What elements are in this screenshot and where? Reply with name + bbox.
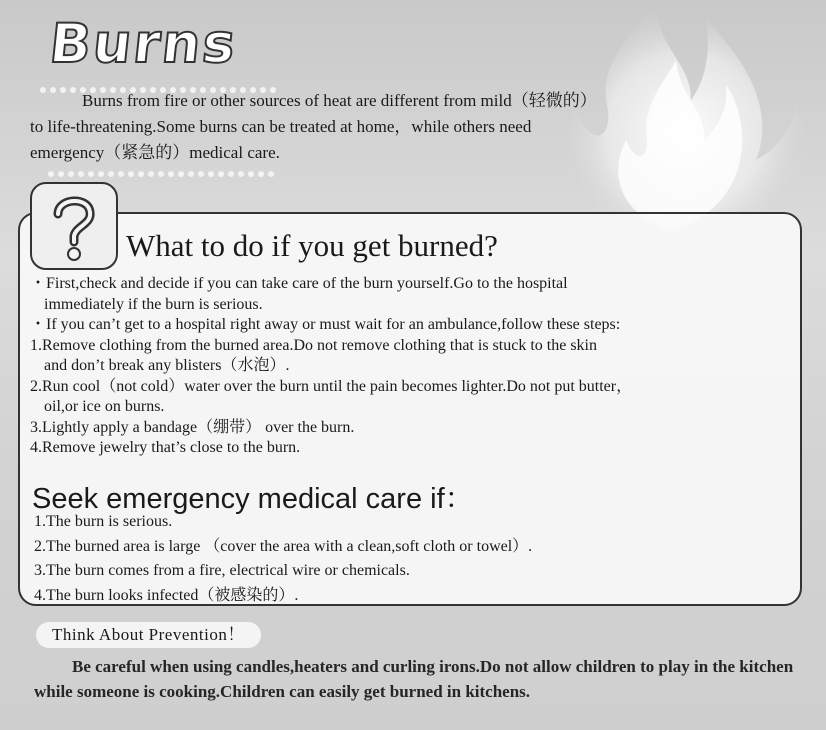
list-item: 1.Remove clothing from the burned area.Do not remove clothing that is stuck to the skin — [30, 336, 597, 354]
list-item: 3.The burn comes from a fire, electrical wire or chemicals. — [34, 562, 410, 579]
dotted-divider-bottom — [48, 164, 278, 172]
list-item: oil,or ice on burns. — [44, 398, 165, 415]
page-title: Burns — [46, 12, 241, 75]
seek-care-list — [34, 510, 794, 608]
title-block — [40, 6, 300, 86]
what-to-do-heading: What to do if you get burned? — [126, 228, 498, 263]
what-to-do-list — [30, 274, 800, 459]
intro-paragraph: Burns from fire or other sources of heat are different from mild（轻微的）to life-threatening.Some burns can be treated at home，while others need emergency（紧急的）medical care. — [30, 91, 589, 162]
list-item: 4.Remove jewelry that’s close to the burn. — [30, 439, 301, 456]
prevention-paragraph: Be careful when using candles,heaters and curling irons.Do not allow children to play in the kitchen while someone is cooking.Children can easily get burned in kitchens. — [34, 657, 794, 701]
prevention-label: Think About Prevention！ — [36, 622, 261, 648]
list-item: 2.The burned area is large （cover the area with a clean,soft cloth or towel）. — [34, 537, 533, 555]
list-item: and don’t break any blisters（水泡）. — [44, 357, 290, 374]
list-item: ・First,check and decide if you can take care of the burn yourself.Go to the hospital — [30, 275, 568, 292]
list-item: 1.The burn is serious. — [34, 513, 173, 530]
seek-care-heading: Seek emergency medical care if： — [32, 483, 474, 515]
question-mark-icon — [30, 182, 118, 270]
list-item: ・If you can’t get to a hospital right away or must wait for an ambulance,follow these steps: — [30, 316, 621, 333]
list-item: 4.The burn looks infected（被感染的）. — [34, 586, 299, 604]
list-item: immediately if the burn is serious. — [44, 295, 263, 313]
dotted-divider-top — [40, 80, 280, 88]
list-item: 3.Lightly apply a bandage（绷带） over the burn. — [30, 418, 355, 436]
list-item: 2.Run cool（not cold）water over the burn until the pain becomes lighter.Do not put butter， — [30, 377, 633, 395]
